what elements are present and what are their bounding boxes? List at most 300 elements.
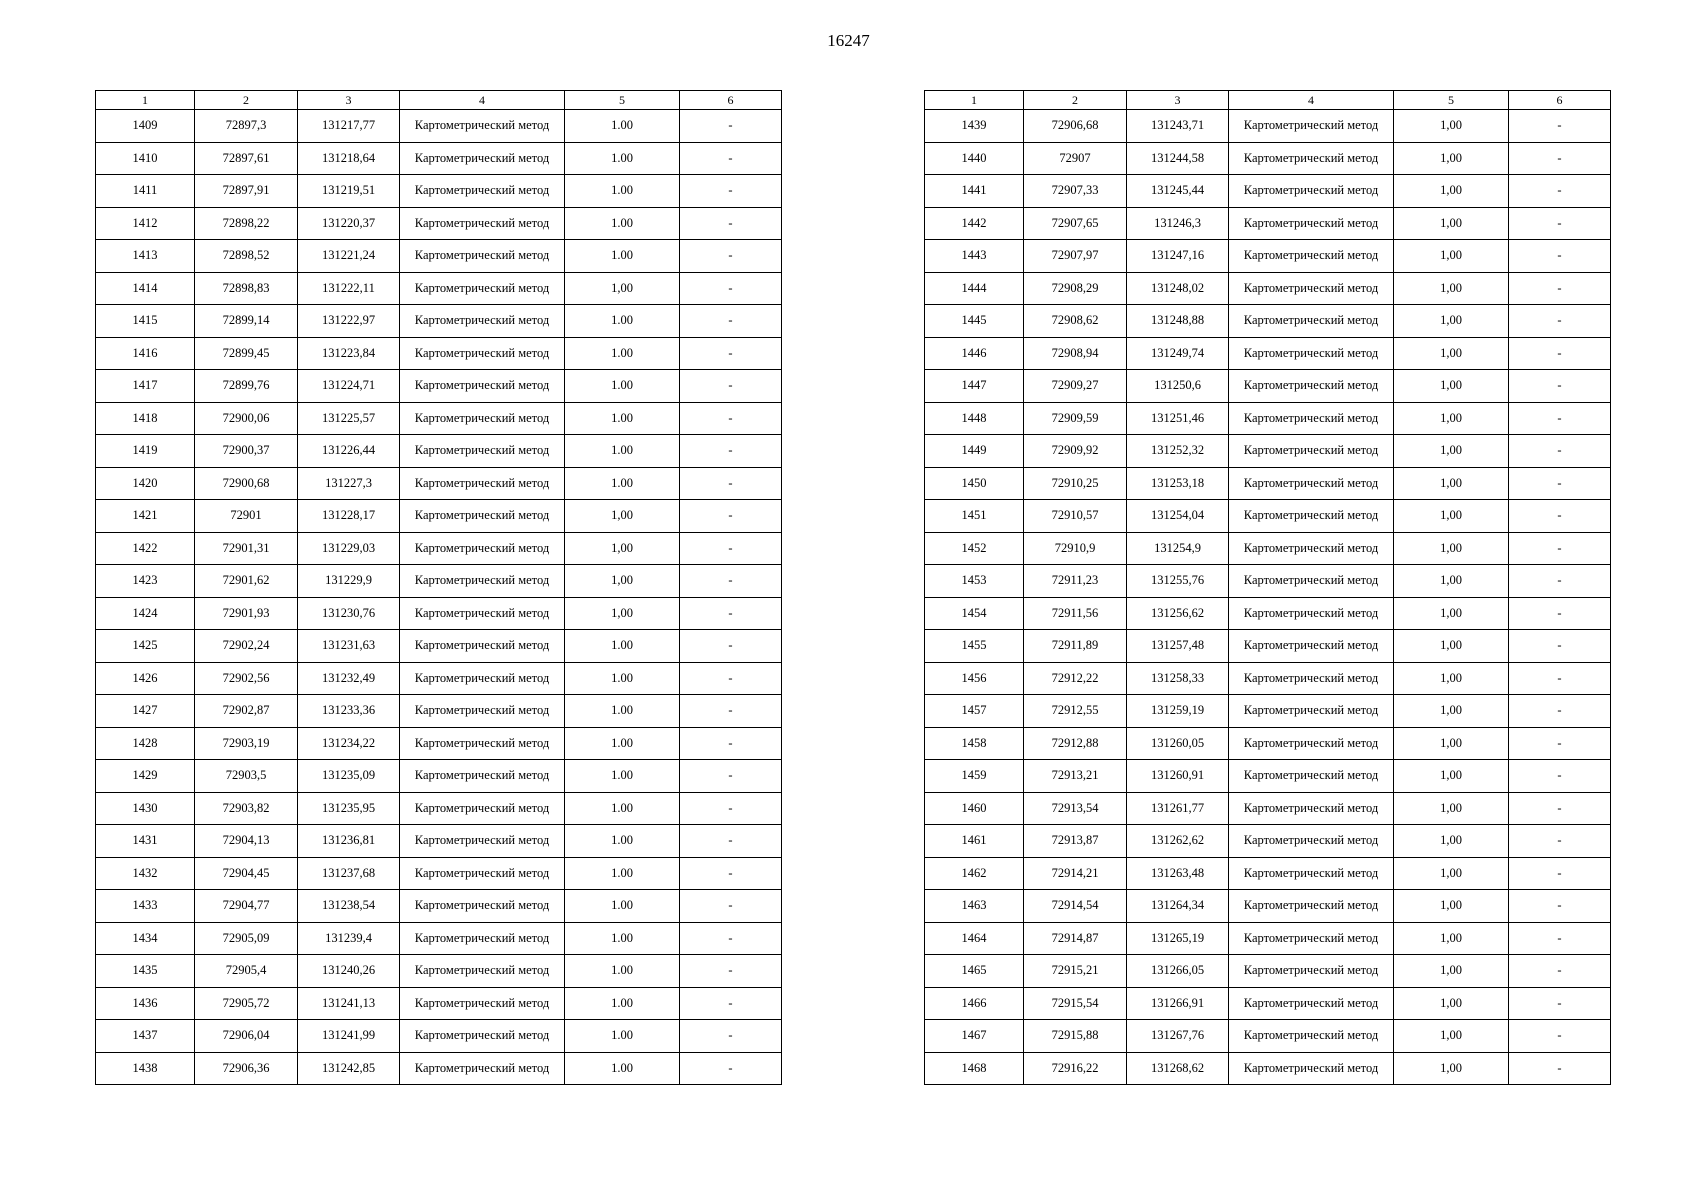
method-cell: Картометрический метод xyxy=(400,857,565,890)
method-cell: Картометрический метод xyxy=(400,727,565,760)
column-header-6: 6 xyxy=(1509,91,1611,110)
description-cell: - xyxy=(1509,1020,1611,1053)
column-header-3: 3 xyxy=(1127,91,1229,110)
method-cell: Картометрический метод xyxy=(400,987,565,1020)
description-cell: - xyxy=(680,1020,782,1053)
method-cell: Картометрический метод xyxy=(1229,662,1394,695)
accuracy-cell: 1,00 xyxy=(1394,565,1509,598)
x-coordinate-cell: 72899,14 xyxy=(195,305,298,338)
method-cell: Картометрический метод xyxy=(400,825,565,858)
description-cell: - xyxy=(680,630,782,663)
table-row xyxy=(96,370,782,403)
x-coordinate-cell: 72907,97 xyxy=(1024,240,1127,273)
x-coordinate-cell: 72914,21 xyxy=(1024,857,1127,890)
table-row xyxy=(925,175,1611,208)
method-cell: Картометрический метод xyxy=(1229,565,1394,598)
accuracy-cell: 1,00 xyxy=(1394,922,1509,955)
description-cell: - xyxy=(680,240,782,273)
x-coordinate-cell: 72902,56 xyxy=(195,662,298,695)
description-cell: - xyxy=(680,305,782,338)
point-number-cell: 1447 xyxy=(925,370,1024,403)
y-coordinate-cell: 131253,18 xyxy=(1127,467,1229,500)
description-cell: - xyxy=(1509,727,1611,760)
y-coordinate-cell: 131235,95 xyxy=(298,792,400,825)
table-row xyxy=(925,630,1611,663)
point-number-cell: 1439 xyxy=(925,110,1024,143)
method-cell: Картометрический метод xyxy=(1229,987,1394,1020)
method-cell: Картометрический метод xyxy=(400,240,565,273)
table-row xyxy=(925,532,1611,565)
point-number-cell: 1446 xyxy=(925,337,1024,370)
table-row xyxy=(96,760,782,793)
table-row xyxy=(96,207,782,240)
y-coordinate-cell: 131264,34 xyxy=(1127,890,1229,923)
description-cell: - xyxy=(680,532,782,565)
point-number-cell: 1417 xyxy=(96,370,195,403)
accuracy-cell: 1.00 xyxy=(565,630,680,663)
method-cell: Картометрический метод xyxy=(1229,695,1394,728)
description-cell: - xyxy=(1509,890,1611,923)
y-coordinate-cell: 131248,02 xyxy=(1127,272,1229,305)
accuracy-cell: 1,00 xyxy=(1394,435,1509,468)
point-number-cell: 1457 xyxy=(925,695,1024,728)
description-cell: - xyxy=(680,922,782,955)
x-coordinate-cell: 72902,87 xyxy=(195,695,298,728)
point-number-cell: 1437 xyxy=(96,1020,195,1053)
y-coordinate-cell: 131251,46 xyxy=(1127,402,1229,435)
method-cell: Картометрический метод xyxy=(1229,142,1394,175)
description-cell: - xyxy=(680,370,782,403)
method-cell: Картометрический метод xyxy=(1229,402,1394,435)
column-header-5: 5 xyxy=(565,91,680,110)
accuracy-cell: 1,00 xyxy=(1394,987,1509,1020)
method-cell: Картометрический метод xyxy=(1229,922,1394,955)
description-cell: - xyxy=(680,857,782,890)
accuracy-cell: 1,00 xyxy=(1394,792,1509,825)
method-cell: Картометрический метод xyxy=(400,695,565,728)
table-row xyxy=(925,760,1611,793)
table-row xyxy=(96,532,782,565)
description-cell: - xyxy=(1509,922,1611,955)
point-number-cell: 1411 xyxy=(96,175,195,208)
y-coordinate-cell: 131231,63 xyxy=(298,630,400,663)
accuracy-cell: 1.00 xyxy=(565,110,680,143)
method-cell: Картометрический метод xyxy=(1229,597,1394,630)
method-cell: Картометрический метод xyxy=(1229,825,1394,858)
description-cell: - xyxy=(1509,370,1611,403)
method-cell: Картометрический метод xyxy=(1229,532,1394,565)
description-cell: - xyxy=(680,142,782,175)
accuracy-cell: 1.00 xyxy=(565,695,680,728)
accuracy-cell: 1,00 xyxy=(1394,272,1509,305)
description-cell: - xyxy=(680,402,782,435)
y-coordinate-cell: 131248,88 xyxy=(1127,305,1229,338)
method-cell: Картометрический метод xyxy=(1229,110,1394,143)
x-coordinate-cell: 72910,25 xyxy=(1024,467,1127,500)
method-cell: Картометрический метод xyxy=(1229,175,1394,208)
description-cell: - xyxy=(1509,110,1611,143)
accuracy-cell: 1.00 xyxy=(565,727,680,760)
right-table-header xyxy=(925,91,1611,110)
point-number-cell: 1413 xyxy=(96,240,195,273)
y-coordinate-cell: 131234,22 xyxy=(298,727,400,760)
y-coordinate-cell: 131263,48 xyxy=(1127,857,1229,890)
point-number-cell: 1456 xyxy=(925,662,1024,695)
y-coordinate-cell: 131236,81 xyxy=(298,825,400,858)
table-row xyxy=(925,792,1611,825)
accuracy-cell: 1,00 xyxy=(1394,955,1509,988)
description-cell: - xyxy=(680,467,782,500)
description-cell: - xyxy=(1509,760,1611,793)
header-row xyxy=(925,91,1611,110)
accuracy-cell: 1.00 xyxy=(565,792,680,825)
x-coordinate-cell: 72899,45 xyxy=(195,337,298,370)
description-cell: - xyxy=(1509,500,1611,533)
x-coordinate-cell: 72899,76 xyxy=(195,370,298,403)
table-row xyxy=(96,500,782,533)
method-cell: Картометрический метод xyxy=(1229,760,1394,793)
accuracy-cell: 1.00 xyxy=(565,337,680,370)
point-number-cell: 1467 xyxy=(925,1020,1024,1053)
y-coordinate-cell: 131249,74 xyxy=(1127,337,1229,370)
y-coordinate-cell: 131241,99 xyxy=(298,1020,400,1053)
description-cell: - xyxy=(680,175,782,208)
point-number-cell: 1431 xyxy=(96,825,195,858)
point-number-cell: 1465 xyxy=(925,955,1024,988)
method-cell: Картометрический метод xyxy=(1229,890,1394,923)
description-cell: - xyxy=(1509,1052,1611,1085)
accuracy-cell: 1,00 xyxy=(1394,305,1509,338)
accuracy-cell: 1,00 xyxy=(565,500,680,533)
x-coordinate-cell: 72904,13 xyxy=(195,825,298,858)
table-row xyxy=(925,890,1611,923)
method-cell: Картометрический метод xyxy=(1229,630,1394,663)
y-coordinate-cell: 131217,77 xyxy=(298,110,400,143)
method-cell: Картометрический метод xyxy=(1229,1020,1394,1053)
method-cell: Картометрический метод xyxy=(400,630,565,663)
description-cell: - xyxy=(1509,240,1611,273)
accuracy-cell: 1.00 xyxy=(565,435,680,468)
column-header-1: 1 xyxy=(925,91,1024,110)
table-row xyxy=(925,727,1611,760)
point-number-cell: 1420 xyxy=(96,467,195,500)
table-row xyxy=(925,337,1611,370)
y-coordinate-cell: 131229,03 xyxy=(298,532,400,565)
accuracy-cell: 1.00 xyxy=(565,175,680,208)
x-coordinate-cell: 72906,04 xyxy=(195,1020,298,1053)
y-coordinate-cell: 131245,44 xyxy=(1127,175,1229,208)
x-coordinate-cell: 72903,5 xyxy=(195,760,298,793)
y-coordinate-cell: 131254,9 xyxy=(1127,532,1229,565)
column-header-4: 4 xyxy=(1229,91,1394,110)
accuracy-cell: 1.00 xyxy=(565,1052,680,1085)
table-row xyxy=(96,955,782,988)
point-number-cell: 1455 xyxy=(925,630,1024,663)
accuracy-cell: 1,00 xyxy=(1394,110,1509,143)
table-row xyxy=(925,857,1611,890)
method-cell: Картометрический метод xyxy=(1229,337,1394,370)
accuracy-cell: 1,00 xyxy=(565,272,680,305)
description-cell: - xyxy=(1509,142,1611,175)
x-coordinate-cell: 72908,94 xyxy=(1024,337,1127,370)
method-cell: Картометрический метод xyxy=(1229,435,1394,468)
point-number-cell: 1445 xyxy=(925,305,1024,338)
x-coordinate-cell: 72915,21 xyxy=(1024,955,1127,988)
description-cell: - xyxy=(680,565,782,598)
method-cell: Картометрический метод xyxy=(400,435,565,468)
point-number-cell: 1412 xyxy=(96,207,195,240)
point-number-cell: 1430 xyxy=(96,792,195,825)
y-coordinate-cell: 131238,54 xyxy=(298,890,400,923)
method-cell: Картометрический метод xyxy=(400,890,565,923)
point-number-cell: 1416 xyxy=(96,337,195,370)
method-cell: Картометрический метод xyxy=(400,337,565,370)
point-number-cell: 1460 xyxy=(925,792,1024,825)
description-cell: - xyxy=(680,727,782,760)
x-coordinate-cell: 72909,27 xyxy=(1024,370,1127,403)
table-row xyxy=(96,337,782,370)
table-row xyxy=(925,565,1611,598)
point-number-cell: 1458 xyxy=(925,727,1024,760)
point-number-cell: 1432 xyxy=(96,857,195,890)
table-row xyxy=(925,662,1611,695)
description-cell: - xyxy=(1509,532,1611,565)
y-coordinate-cell: 131222,11 xyxy=(298,272,400,305)
table-row xyxy=(925,955,1611,988)
point-number-cell: 1429 xyxy=(96,760,195,793)
point-number-cell: 1452 xyxy=(925,532,1024,565)
y-coordinate-cell: 131233,36 xyxy=(298,695,400,728)
accuracy-cell: 1,00 xyxy=(1394,1052,1509,1085)
point-number-cell: 1433 xyxy=(96,890,195,923)
y-coordinate-cell: 131266,91 xyxy=(1127,987,1229,1020)
accuracy-cell: 1.00 xyxy=(565,402,680,435)
y-coordinate-cell: 131265,19 xyxy=(1127,922,1229,955)
description-cell: - xyxy=(680,435,782,468)
accuracy-cell: 1,00 xyxy=(1394,500,1509,533)
table-row xyxy=(925,695,1611,728)
x-coordinate-cell: 72904,45 xyxy=(195,857,298,890)
x-coordinate-cell: 72910,57 xyxy=(1024,500,1127,533)
right-coordinates-table xyxy=(924,90,1611,1085)
point-number-cell: 1418 xyxy=(96,402,195,435)
accuracy-cell: 1.00 xyxy=(565,857,680,890)
y-coordinate-cell: 131258,33 xyxy=(1127,662,1229,695)
point-number-cell: 1409 xyxy=(96,110,195,143)
accuracy-cell: 1,00 xyxy=(1394,630,1509,663)
x-coordinate-cell: 72915,54 xyxy=(1024,987,1127,1020)
x-coordinate-cell: 72913,87 xyxy=(1024,825,1127,858)
description-cell: - xyxy=(680,825,782,858)
point-number-cell: 1462 xyxy=(925,857,1024,890)
accuracy-cell: 1.00 xyxy=(565,825,680,858)
x-coordinate-cell: 72908,29 xyxy=(1024,272,1127,305)
y-coordinate-cell: 131219,51 xyxy=(298,175,400,208)
table-row xyxy=(96,467,782,500)
table-row xyxy=(96,695,782,728)
y-coordinate-cell: 131223,84 xyxy=(298,337,400,370)
table-row xyxy=(925,402,1611,435)
x-coordinate-cell: 72897,3 xyxy=(195,110,298,143)
y-coordinate-cell: 131250,6 xyxy=(1127,370,1229,403)
description-cell: - xyxy=(680,500,782,533)
point-number-cell: 1441 xyxy=(925,175,1024,208)
description-cell: - xyxy=(680,695,782,728)
method-cell: Картометрический метод xyxy=(1229,955,1394,988)
point-number-cell: 1414 xyxy=(96,272,195,305)
accuracy-cell: 1,00 xyxy=(1394,1020,1509,1053)
table-row xyxy=(96,240,782,273)
point-number-cell: 1421 xyxy=(96,500,195,533)
point-number-cell: 1426 xyxy=(96,662,195,695)
description-cell: - xyxy=(1509,337,1611,370)
y-coordinate-cell: 131262,62 xyxy=(1127,825,1229,858)
table-row xyxy=(96,890,782,923)
point-number-cell: 1410 xyxy=(96,142,195,175)
table-row xyxy=(96,142,782,175)
x-coordinate-cell: 72907,65 xyxy=(1024,207,1127,240)
y-coordinate-cell: 131239,4 xyxy=(298,922,400,955)
column-header-1: 1 xyxy=(96,91,195,110)
x-coordinate-cell: 72901 xyxy=(195,500,298,533)
point-number-cell: 1425 xyxy=(96,630,195,663)
accuracy-cell: 1,00 xyxy=(1394,597,1509,630)
table-row xyxy=(96,175,782,208)
y-coordinate-cell: 131237,68 xyxy=(298,857,400,890)
description-cell: - xyxy=(680,1052,782,1085)
table-row xyxy=(925,435,1611,468)
y-coordinate-cell: 131252,32 xyxy=(1127,435,1229,468)
x-coordinate-cell: 72906,36 xyxy=(195,1052,298,1085)
y-coordinate-cell: 131242,85 xyxy=(298,1052,400,1085)
accuracy-cell: 1.00 xyxy=(565,955,680,988)
method-cell: Картометрический метод xyxy=(1229,370,1394,403)
method-cell: Картометрический метод xyxy=(400,207,565,240)
method-cell: Картометрический метод xyxy=(400,955,565,988)
x-coordinate-cell: 72901,62 xyxy=(195,565,298,598)
description-cell: - xyxy=(680,890,782,923)
x-coordinate-cell: 72900,37 xyxy=(195,435,298,468)
page-number: 16247 xyxy=(827,31,870,50)
description-cell: - xyxy=(1509,630,1611,663)
method-cell: Картометрический метод xyxy=(1229,272,1394,305)
x-coordinate-cell: 72903,82 xyxy=(195,792,298,825)
y-coordinate-cell: 131240,26 xyxy=(298,955,400,988)
column-header-4: 4 xyxy=(400,91,565,110)
method-cell: Картометрический метод xyxy=(400,175,565,208)
x-coordinate-cell: 72916,22 xyxy=(1024,1052,1127,1085)
column-header-5: 5 xyxy=(1394,91,1509,110)
table-row xyxy=(96,662,782,695)
column-header-3: 3 xyxy=(298,91,400,110)
y-coordinate-cell: 131255,76 xyxy=(1127,565,1229,598)
method-cell: Картометрический метод xyxy=(1229,207,1394,240)
accuracy-cell: 1,00 xyxy=(565,532,680,565)
table-row xyxy=(96,727,782,760)
point-number-cell: 1428 xyxy=(96,727,195,760)
table-row xyxy=(96,435,782,468)
y-coordinate-cell: 131244,58 xyxy=(1127,142,1229,175)
accuracy-cell: 1,00 xyxy=(1394,532,1509,565)
x-coordinate-cell: 72908,62 xyxy=(1024,305,1127,338)
y-coordinate-cell: 131235,09 xyxy=(298,760,400,793)
table-row xyxy=(925,1020,1611,1053)
table-row xyxy=(96,825,782,858)
accuracy-cell: 1,00 xyxy=(1394,207,1509,240)
method-cell: Картометрический метод xyxy=(400,597,565,630)
accuracy-cell: 1,00 xyxy=(1394,695,1509,728)
method-cell: Картометрический метод xyxy=(1229,727,1394,760)
point-number-cell: 1415 xyxy=(96,305,195,338)
method-cell: Картометрический метод xyxy=(400,110,565,143)
point-number-cell: 1435 xyxy=(96,955,195,988)
method-cell: Картометрический метод xyxy=(400,467,565,500)
method-cell: Картометрический метод xyxy=(400,402,565,435)
description-cell: - xyxy=(1509,565,1611,598)
x-coordinate-cell: 72900,06 xyxy=(195,402,298,435)
header-row xyxy=(96,91,782,110)
x-coordinate-cell: 72904,77 xyxy=(195,890,298,923)
description-cell: - xyxy=(1509,955,1611,988)
y-coordinate-cell: 131260,05 xyxy=(1127,727,1229,760)
description-cell: - xyxy=(680,662,782,695)
description-cell: - xyxy=(680,955,782,988)
x-coordinate-cell: 72898,52 xyxy=(195,240,298,273)
description-cell: - xyxy=(1509,467,1611,500)
point-number-cell: 1449 xyxy=(925,435,1024,468)
left-table-body xyxy=(96,110,782,1085)
method-cell: Картометрический метод xyxy=(400,272,565,305)
method-cell: Картометрический метод xyxy=(1229,792,1394,825)
point-number-cell: 1423 xyxy=(96,565,195,598)
method-cell: Картометрический метод xyxy=(400,662,565,695)
table-row xyxy=(925,597,1611,630)
table-row xyxy=(96,987,782,1020)
x-coordinate-cell: 72901,93 xyxy=(195,597,298,630)
method-cell: Картометрический метод xyxy=(400,370,565,403)
y-coordinate-cell: 131228,17 xyxy=(298,500,400,533)
y-coordinate-cell: 131260,91 xyxy=(1127,760,1229,793)
point-number-cell: 1442 xyxy=(925,207,1024,240)
y-coordinate-cell: 131247,16 xyxy=(1127,240,1229,273)
x-coordinate-cell: 72907,33 xyxy=(1024,175,1127,208)
description-cell: - xyxy=(680,597,782,630)
point-number-cell: 1454 xyxy=(925,597,1024,630)
point-number-cell: 1427 xyxy=(96,695,195,728)
x-coordinate-cell: 72911,56 xyxy=(1024,597,1127,630)
x-coordinate-cell: 72905,72 xyxy=(195,987,298,1020)
accuracy-cell: 1.00 xyxy=(565,922,680,955)
table-row xyxy=(925,370,1611,403)
description-cell: - xyxy=(1509,825,1611,858)
table-row xyxy=(96,792,782,825)
point-number-cell: 1448 xyxy=(925,402,1024,435)
method-cell: Картометрический метод xyxy=(400,792,565,825)
point-number-cell: 1451 xyxy=(925,500,1024,533)
point-number-cell: 1461 xyxy=(925,825,1024,858)
x-coordinate-cell: 72909,59 xyxy=(1024,402,1127,435)
method-cell: Картометрический метод xyxy=(400,922,565,955)
x-coordinate-cell: 72913,21 xyxy=(1024,760,1127,793)
point-number-cell: 1466 xyxy=(925,987,1024,1020)
method-cell: Картометрический метод xyxy=(1229,1052,1394,1085)
accuracy-cell: 1,00 xyxy=(1394,337,1509,370)
description-cell: - xyxy=(680,760,782,793)
accuracy-cell: 1,00 xyxy=(565,565,680,598)
accuracy-cell: 1.00 xyxy=(565,1020,680,1053)
description-cell: - xyxy=(1509,662,1611,695)
accuracy-cell: 1,00 xyxy=(1394,402,1509,435)
